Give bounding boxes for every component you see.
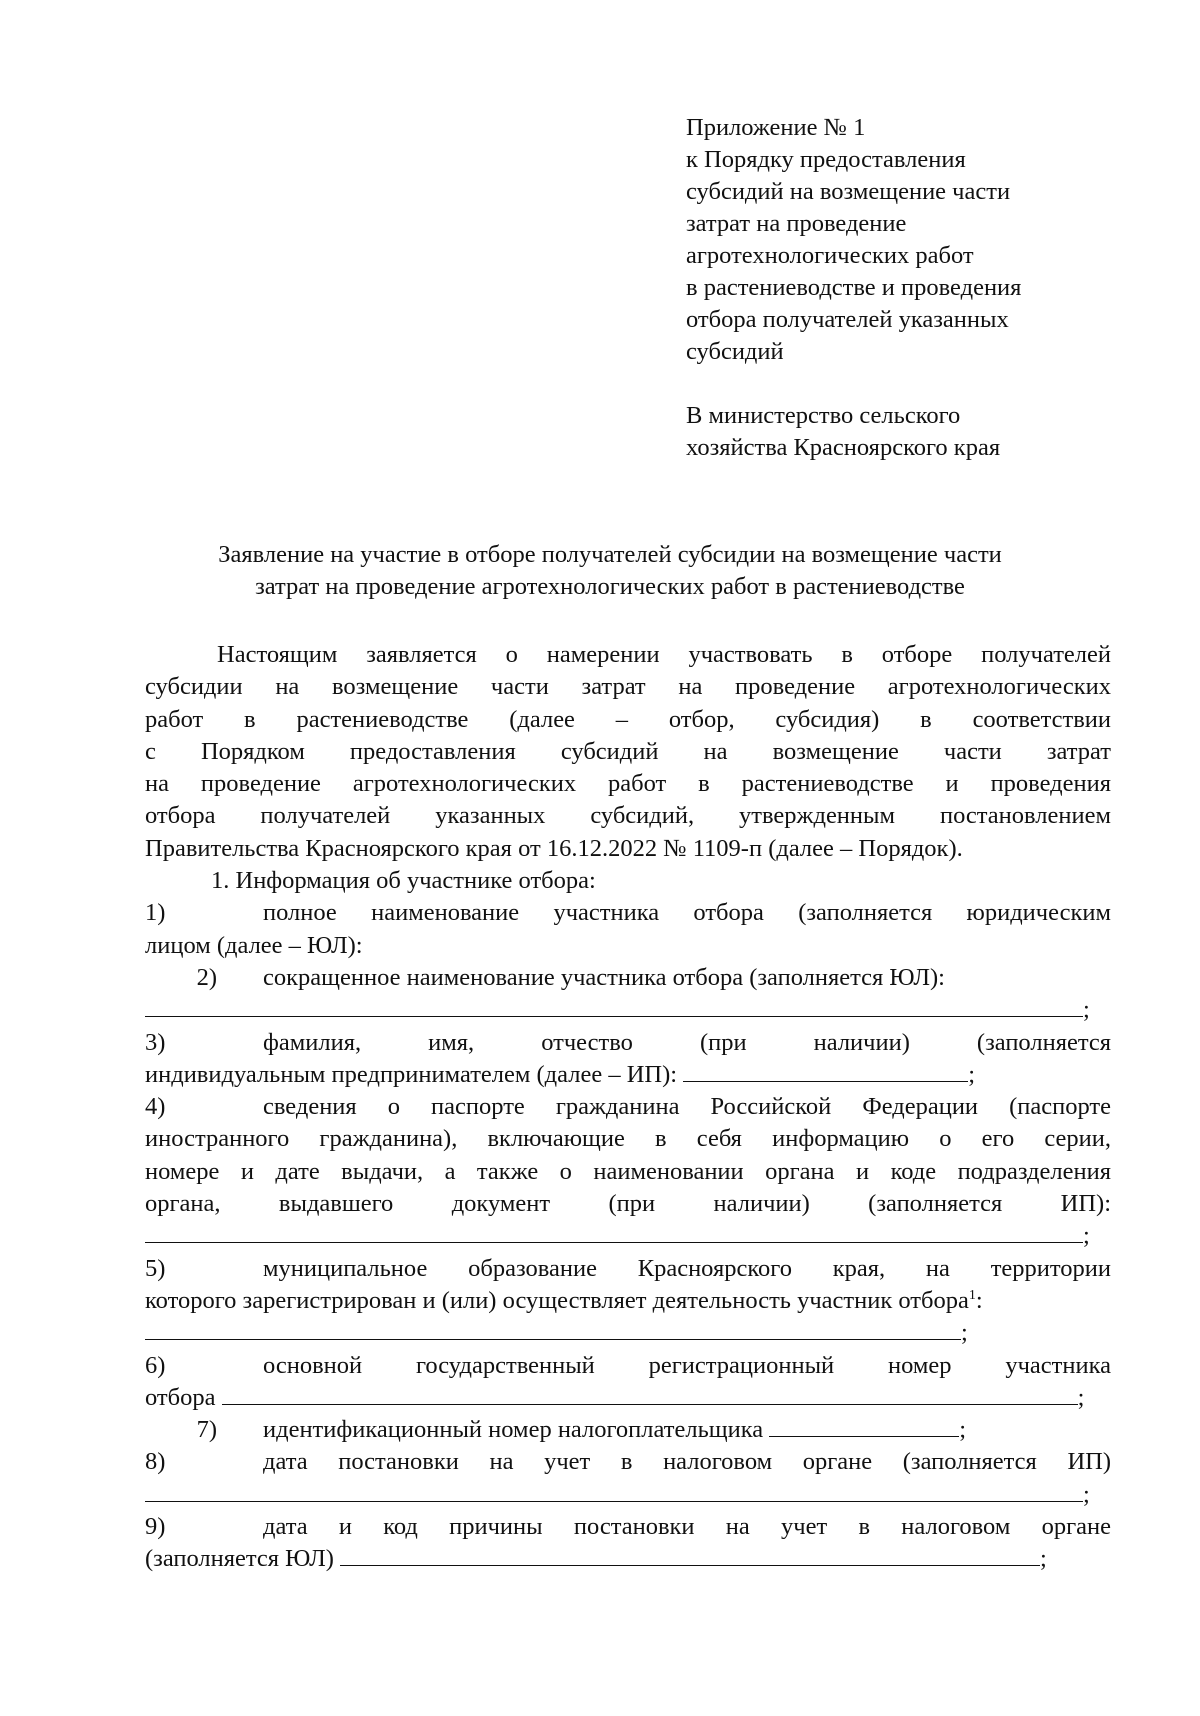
fill-line-row [145,1382,1111,1414]
appendix-line: субсидий на возмещение части [686,178,1011,205]
item-text-row [145,1285,1111,1317]
short-name-field[interactable] [145,996,1083,1017]
fill-line-row [145,1479,1111,1511]
appendix-line: агротехнологических работ [686,242,974,269]
semicolon: ; [961,1319,968,1347]
item-8 [145,1446,1111,1478]
item-number: 3) [145,1028,166,1056]
intro-line: с Порядком предоставления субсидий на возмещение части затрат [145,737,1111,765]
kpp-field[interactable] [340,1545,1040,1566]
item-text: дата постановки на учет в налоговом органе (заполняется ИП) [263,1448,1111,1476]
item-5 [145,1253,1111,1285]
passport-field[interactable] [145,1222,1083,1243]
title-line: Заявление на участие в отборе получателей субсидии на возмещение части [218,541,1002,568]
intro-line: на проведение агротехнологических работ в растениеводстве и проведения [145,770,1111,798]
item-text: идентификационный номер налогоплательщика [263,1416,764,1444]
item-text: основной государственный регистрационный номер участника [263,1351,1111,1379]
appendix-line: Приложение № 1 [686,114,866,141]
document-title [140,539,1080,603]
ogrn-field[interactable] [222,1384,1078,1405]
semicolon: ; [1083,1222,1090,1250]
item-text: : [975,1286,983,1314]
title-line: затрат на проведение агротехнологических работ в растениеводстве [255,573,965,600]
appendix-line: затрат на проведение [686,210,907,237]
appendix-line: субсидий [686,338,784,365]
item-1 [145,897,1111,929]
item-text: индивидуальным предпринимателем (далее – ИП): [145,1060,678,1088]
tax-registration-date-field[interactable] [145,1481,1083,1502]
semicolon: ; [1083,1480,1090,1508]
semicolon: ; [968,1060,975,1088]
item-2 [145,962,1111,994]
item-text: фамилия, имя, отчество (при наличии) (заполняется [263,1028,1111,1056]
appendix-line: отбора получателей указанных [686,306,1009,333]
item-text: номере и дате выдачи, а также о наименовании органа и коде подразделения [145,1157,1111,1185]
appendix-line: в растениеводстве и проведения [686,274,1022,301]
item-text: иностранного гражданина), включающие в себя информацию о его серии, [145,1125,1111,1153]
item-text: лицом (далее – ЮЛ): [145,931,363,959]
semicolon: ; [1040,1545,1047,1573]
semicolon: ; [959,1416,967,1444]
full-name-field[interactable] [683,1061,968,1082]
recipient-line: В министерство сельского [686,402,961,429]
item-text: органа, выдавшего документ (при наличии) (заполняется ИП): [145,1190,1111,1218]
fill-line-row [145,1543,1111,1575]
intro-line: субсидии на возмещение части затрат на проведение агротехнологических [145,673,1111,701]
item-9 [145,1511,1111,1543]
item-text: сокращенное наименование участника отбора (заполняется ЮЛ): [263,963,945,991]
item-number: 9) [145,1513,166,1541]
item-text: отбора [145,1383,216,1411]
appendix-header [686,112,1106,464]
section-heading: 1. Информация об участнике отбора: [211,867,596,895]
semicolon: ; [1077,1383,1085,1411]
item-number: 8) [145,1448,166,1476]
item-number: 2) [196,963,217,991]
recipient-block [686,400,1106,464]
intro-line: Настоящим заявляется о намерении участвовать в отборе получателей [217,641,1111,668]
fill-line-row [145,994,1111,1026]
application-body [145,639,1111,1576]
fill-line-row [145,1317,1111,1349]
inn-field[interactable] [769,1416,959,1437]
item-text: муниципальное образование Красноярского края, на территории [263,1254,1111,1282]
item-number: 1) [145,899,166,927]
item-text: (заполняется ЮЛ) [145,1545,334,1573]
appendix-line: к Порядку предоставления [686,146,966,173]
item-3 [145,1027,1111,1059]
intro-line: Правительства Красноярского края от 16.12.2022 № 1109-п (далее – Порядок). [145,834,963,862]
intro-line: работ в растениеводстве (далее – отбор, субсидия) в соответствии [145,705,1111,733]
intro-line: отбора получателей указанных субсидий, утвержденным постановлением [145,802,1111,830]
fill-line-row [145,1220,1111,1252]
footnote-marker: 1 [968,1287,976,1303]
item-text: полное наименование участника отбора (заполняется юридическим [263,899,1111,927]
item-6 [145,1350,1111,1382]
item-7 [145,1414,1111,1446]
item-4 [145,1091,1111,1123]
item-number: 7) [196,1416,217,1444]
item-number: 6) [145,1351,166,1379]
recipient-line: хозяйства Красноярского края [686,434,1001,461]
item-text: дата и код причины постановки на учет в налоговом органе [263,1513,1111,1541]
item-text: которого зарегистрирован и (или) осуществляет деятельность участник отбора [145,1286,969,1314]
item-text: сведения о паспорте гражданина Российской Федерации (паспорте [263,1093,1111,1121]
item-number: 4) [145,1093,166,1121]
municipality-field[interactable] [145,1319,961,1340]
fill-line-row [145,1059,1111,1091]
item-number: 5) [145,1254,166,1282]
semicolon: ; [1083,996,1090,1024]
